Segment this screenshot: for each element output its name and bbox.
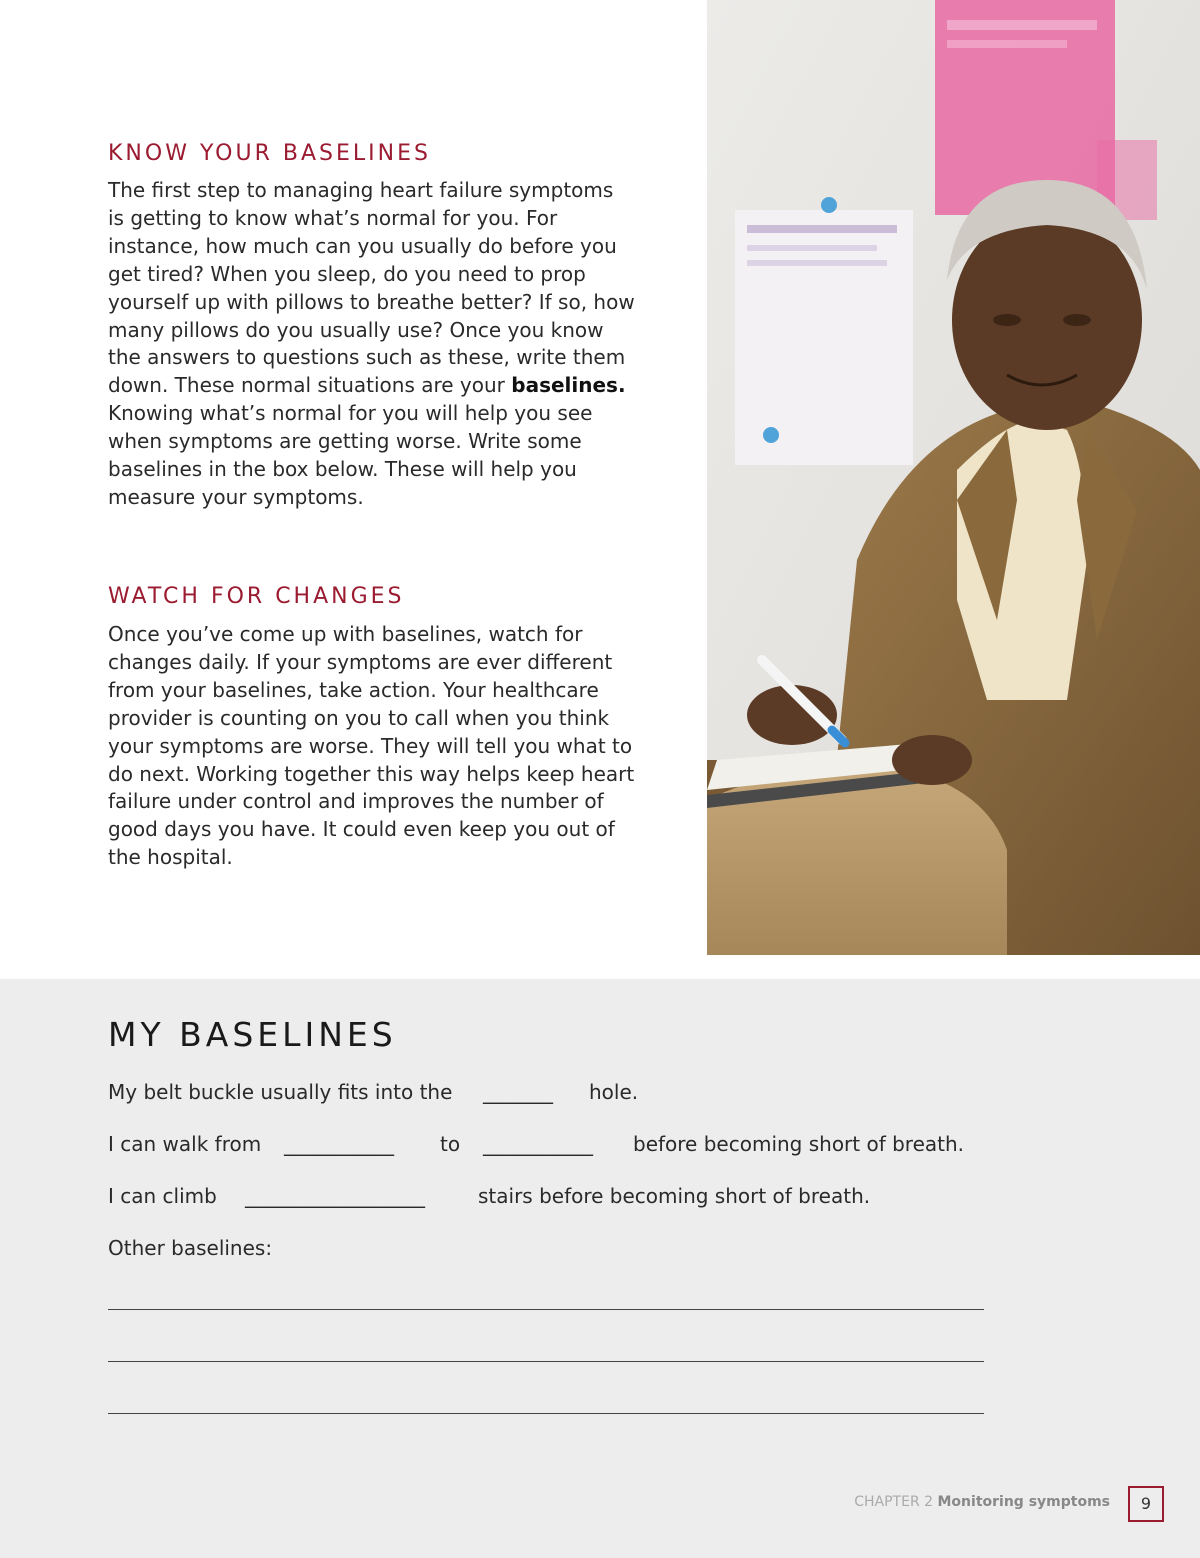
climb-suffix: stairs before becoming short of breath. [478,1184,871,1208]
text-line [108,372,668,400]
chapter-label: CHAPTER 2 [854,1494,934,1510]
text-line: get tired? When you sleep, do you need to prop [108,261,586,286]
text-line: Knowing what’s normal for you will help you see [108,401,593,426]
walk-suffix: before becoming short of breath. [633,1132,965,1156]
text-line: The first step to managing heart failure symptoms [108,178,614,202]
writing-line-3[interactable] [108,1413,984,1414]
belt-suffix: hole. [589,1080,639,1104]
text-line: your symptoms are worse. They will tell you what to [108,733,633,758]
text-line: provider is counting on you to call when you think [108,705,610,730]
photo-illustration [707,0,1200,955]
photo-man-writing [707,0,1200,955]
text-span: down. These normal situations are your [108,373,512,398]
climb-label: I can climb [108,1184,217,1208]
baselines-panel [0,979,1200,1558]
walk-from-field[interactable]: ___________ [284,1132,394,1156]
text-line: Once you’ve come up with baselines, watch for [108,622,583,646]
text-line: instance, how much can you usually do before you [108,233,617,258]
text-line: is getting to know what’s normal for you. For [108,205,558,230]
baselines-title: MY BASELINES [108,1015,397,1054]
belt-label: My belt buckle usually fits into the [108,1080,453,1104]
walk-label: I can walk from [108,1132,262,1156]
watch-paragraph [108,621,668,872]
text-line: good days you have. It could even keep you out of [108,817,615,842]
section-heading-know: KNOW YOUR BASELINES [108,141,431,166]
bold-term: baselines. [511,373,626,398]
know-paragraph [108,177,668,512]
text-line: many pillows do you usually use? Once you know [108,317,604,342]
text-line: failure under control and improves the number of [108,789,604,814]
footer-chapter [854,1494,1110,1510]
text-line: changes daily. If your symptoms are ever different [108,649,613,674]
text-line: baselines in the box below. These will help you [108,457,577,482]
text-line: measure your symptoms. [108,484,364,509]
text-line: from your baselines, take action. Your healthcare [108,677,599,702]
climb-field[interactable]: __________________ [245,1184,425,1208]
chapter-title: Monitoring symptoms [937,1494,1110,1510]
page-number: 9 [1128,1486,1164,1522]
walk-to-field[interactable]: ___________ [483,1132,593,1156]
section-heading-watch: WATCH FOR CHANGES [108,584,405,609]
text-line: yourself up with pillows to breathe better? If so, how [108,289,635,314]
text-line: when symptoms are getting worse. Write some [108,429,582,454]
text-line: the hospital. [108,845,233,870]
writing-line-2[interactable] [108,1361,984,1362]
walk-to-label: to [440,1132,461,1156]
belt-blank-field[interactable]: _______ [483,1080,553,1104]
writing-line-1[interactable] [108,1309,984,1310]
other-baselines-label: Other baselines: [108,1236,273,1260]
text-line: the answers to questions such as these, write them [108,345,626,370]
text-line: do next. Working together this way helps keep heart [108,761,635,786]
